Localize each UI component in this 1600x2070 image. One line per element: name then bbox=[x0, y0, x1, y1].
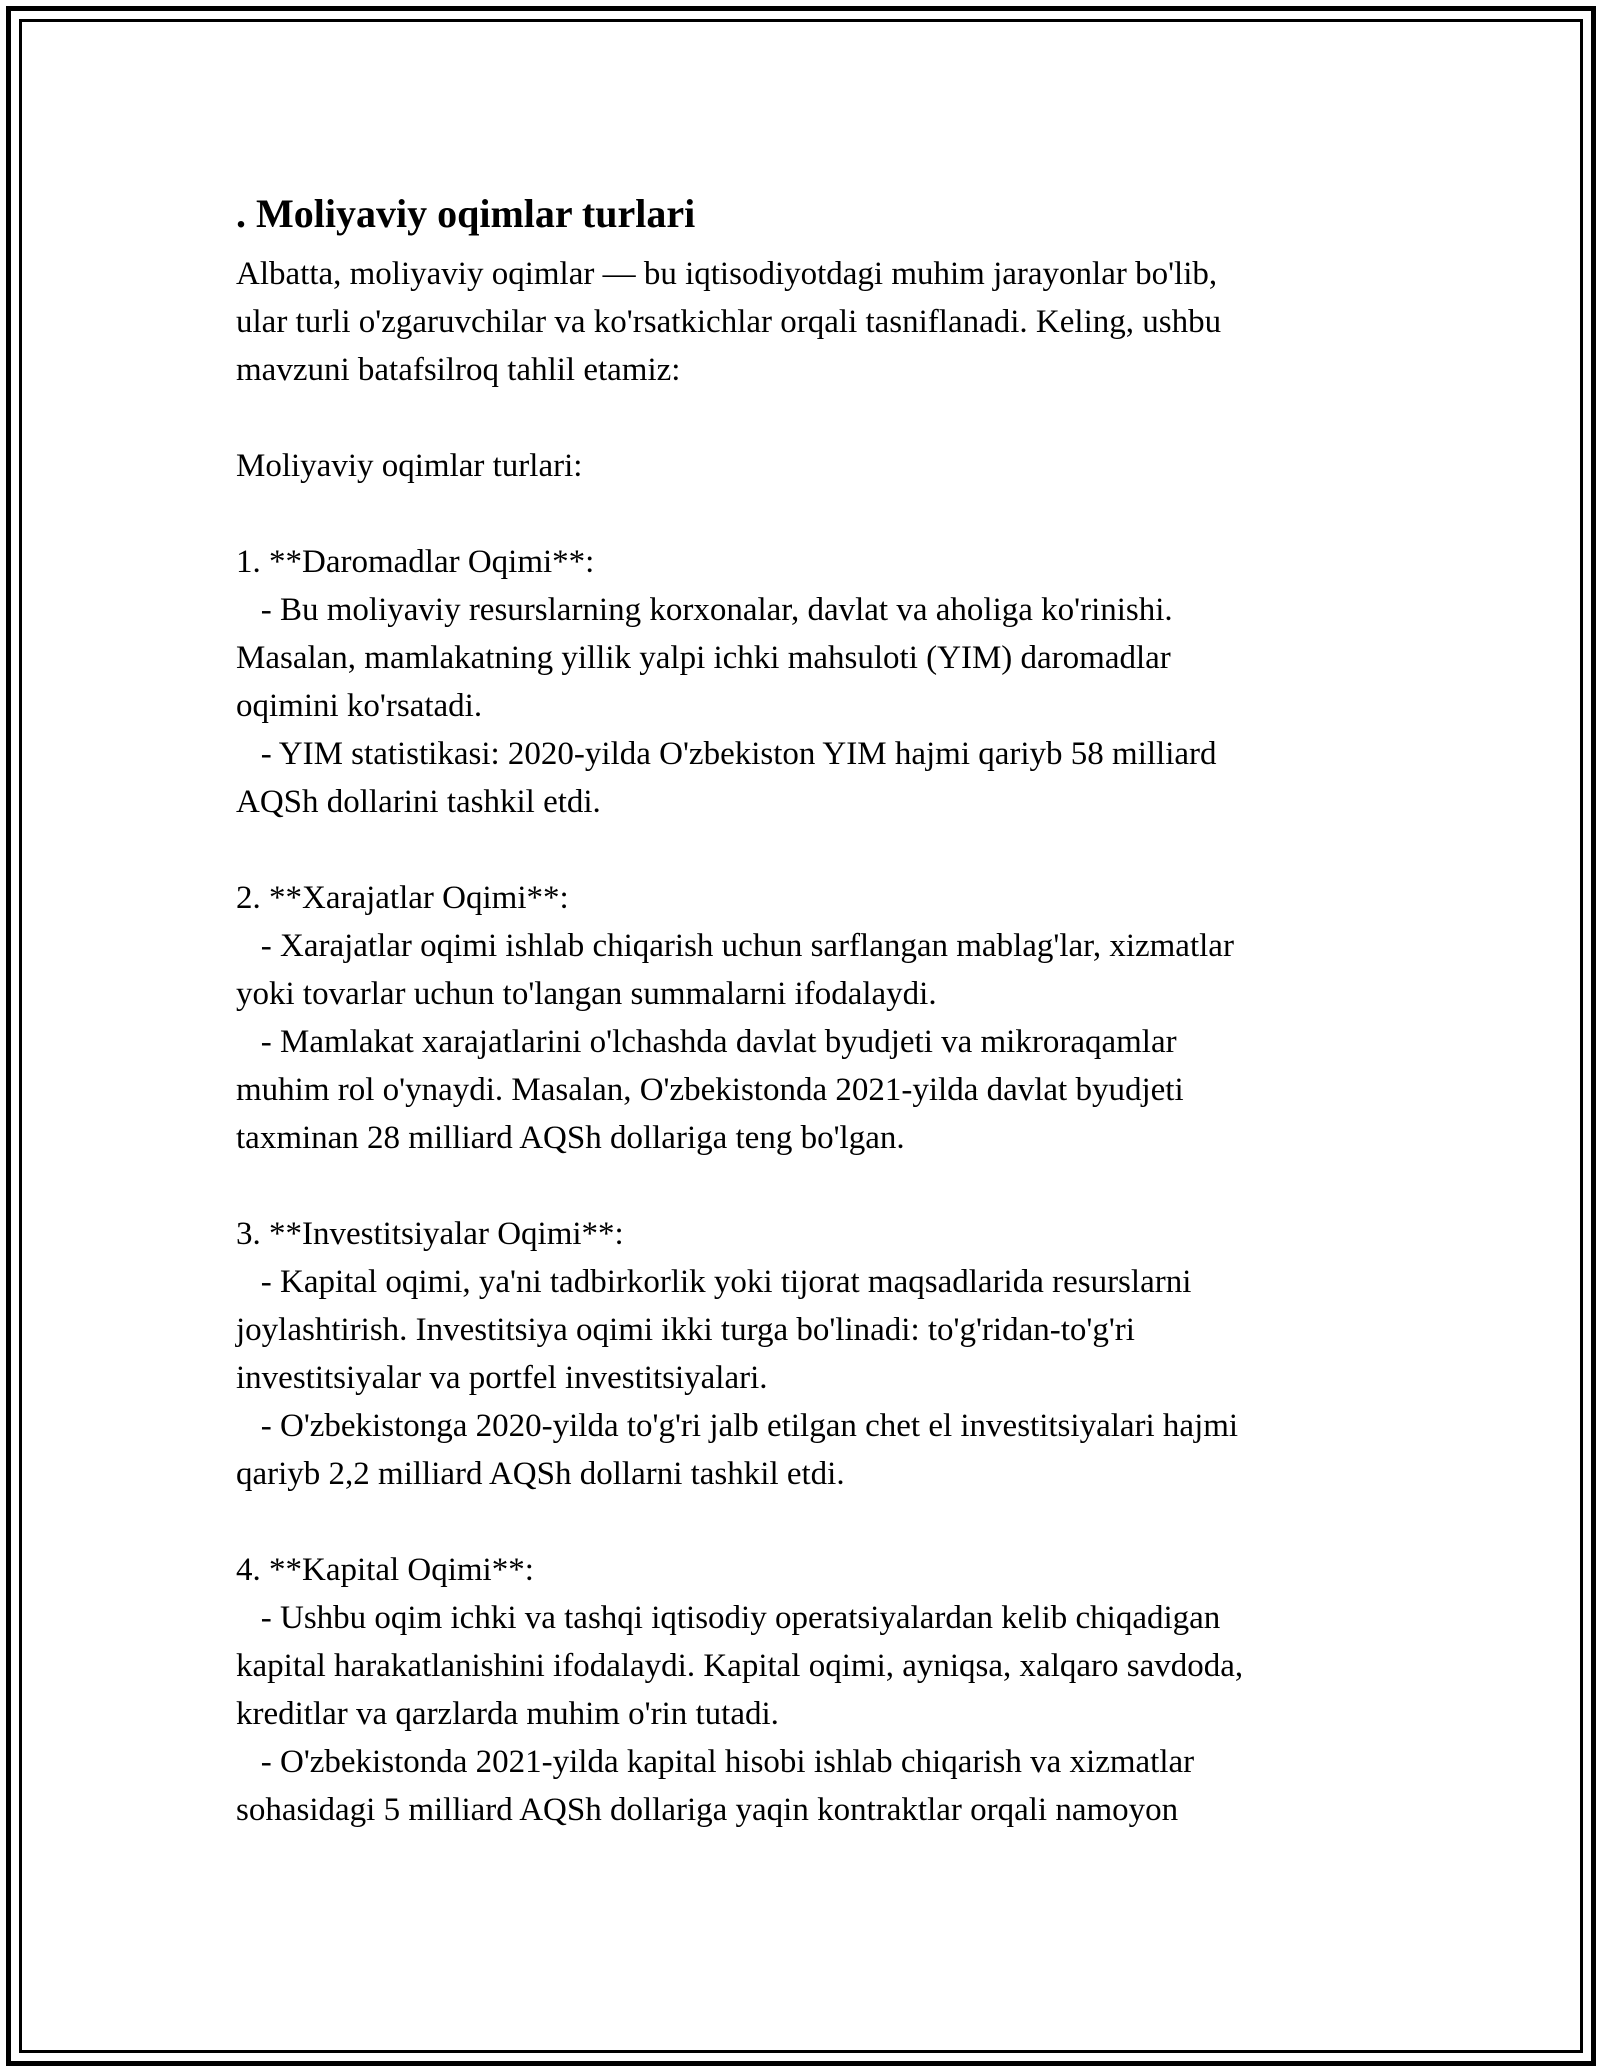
list-item-heading: 2. **Xarajatlar Oqimi**: bbox=[236, 880, 569, 916]
list-item-line: - O'zbekistonda 2021-yilda kapital hisobi ishlab chiqarish va xizmatlar bbox=[236, 1744, 1195, 1780]
list-item-line: qariyb 2,2 milliard AQSh dollarni tashkil etdi. bbox=[236, 1456, 845, 1492]
list-item-line: - Bu moliyaviy resurslarning korxonalar, davlat va aholiga ko'rinishi. bbox=[236, 592, 1173, 628]
list-item-heading: 1. **Daromadlar Oqimi**: bbox=[236, 544, 595, 580]
section-heading-paragraph bbox=[236, 442, 1396, 490]
intro-line: Albatta, moliyaviy oqimlar — bu iqtisodiyotdagi muhim jarayonlar bo'lib, bbox=[236, 256, 1218, 292]
list-item-line: sohasidagi 5 milliard AQSh dollariga yaqin kontraktlar orqali namoyon bbox=[236, 1792, 1179, 1828]
list-item-daromadlar bbox=[236, 538, 1396, 826]
list-item-line: joylashtirish. Investitsiya oqimi ikki turga bo'linadi: to'g'ridan-to'g'ri bbox=[236, 1312, 1135, 1348]
intro-line: ular turli o'zgaruvchilar va ko'rsatkichlar orqali tasniflanadi. Keling, ushbu bbox=[236, 304, 1222, 340]
list-item-line: AQSh dollarini tashkil etdi. bbox=[236, 784, 601, 820]
list-item-kapital bbox=[236, 1546, 1396, 1834]
list-item-line: muhim rol o'ynaydi. Masalan, O'zbekistonda 2021-yilda davlat byudjeti bbox=[236, 1072, 1184, 1108]
list-item-line: Masalan, mamlakatning yillik yalpi ichki mahsuloti (YIM) daromadlar bbox=[236, 640, 1171, 676]
list-item-line: - O'zbekistonga 2020-yilda to'g'ri jalb etilgan chet el investitsiyalari hajmi bbox=[236, 1408, 1239, 1444]
list-item-line: yoki tovarlar uchun to'langan summalarni ifodalaydi. bbox=[236, 976, 937, 1012]
list-item-line: - Kapital oqimi, ya'ni tadbirkorlik yoki tijorat maqsadlarida resurslarni bbox=[236, 1264, 1192, 1300]
list-item-line: - Mamlakat xarajatlarini o'lchashda davlat byudjeti va mikroraqamlar bbox=[236, 1024, 1177, 1060]
list-item-heading: 3. **Investitsiyalar Oqimi**: bbox=[236, 1216, 624, 1252]
list-item-heading: 4. **Kapital Oqimi**: bbox=[236, 1552, 534, 1588]
list-item-line: - Ushbu oqim ichki va tashqi iqtisodiy operatsiyalardan kelib chiqadigan bbox=[236, 1600, 1221, 1636]
section-heading: Moliyaviy oqimlar turlari: bbox=[236, 448, 583, 484]
intro-line: mavzuni batafsilroq tahlil etamiz: bbox=[236, 352, 681, 388]
intro-paragraph bbox=[236, 250, 1396, 394]
list-item-investitsiyalar bbox=[236, 1210, 1396, 1498]
list-item-xarajatlar bbox=[236, 874, 1396, 1162]
list-item-line: taxminan 28 milliard AQSh dollariga teng bo'lgan. bbox=[236, 1120, 905, 1156]
list-item-line: kreditlar va qarzlarda muhim o'rin tutadi. bbox=[236, 1696, 779, 1732]
document-body bbox=[236, 186, 1396, 1882]
document-title: . Moliyaviy oqimlar turlari bbox=[236, 191, 696, 236]
list-item-line: - Xarajatlar oqimi ishlab chiqarish uchun sarflangan mablag'lar, xizmatlar bbox=[236, 928, 1234, 964]
list-item-line: investitsiyalar va portfel investitsiyalari. bbox=[236, 1360, 768, 1396]
list-item-line: oqimini ko'rsatadi. bbox=[236, 688, 483, 724]
list-item-line: kapital harakatlanishini ifodalaydi. Kapital oqimi, ayniqsa, xalqaro savdoda, bbox=[236, 1648, 1244, 1684]
list-item-line: - YIM statistikasi: 2020-yilda O'zbekiston YIM hajmi qariyb 58 milliard bbox=[236, 736, 1217, 772]
